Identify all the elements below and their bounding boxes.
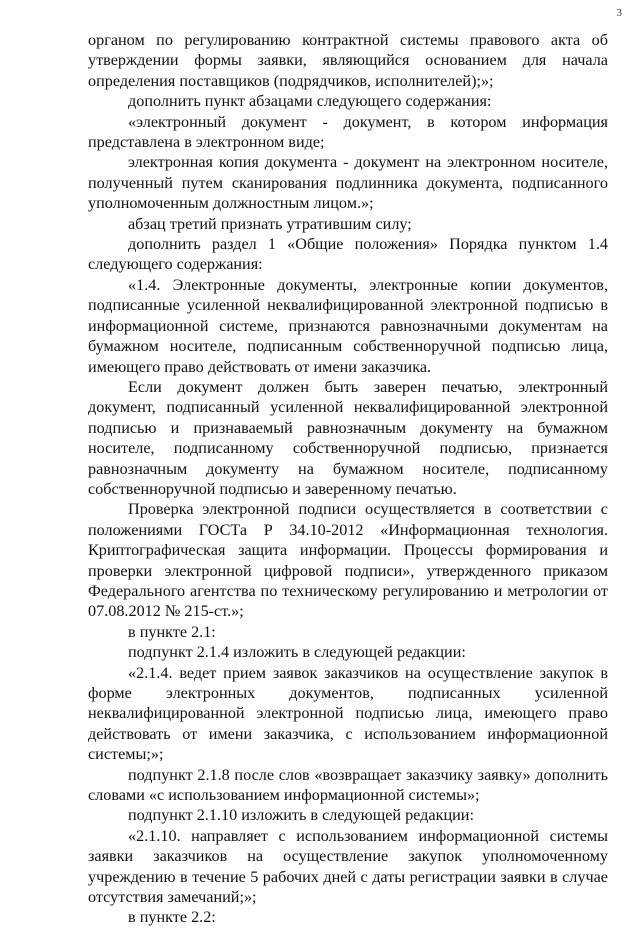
paragraph: подпункт 2.1.8 после слов «возвращает заказчику заявку» дополнить словами «с использованием информационной системы»; [88, 765, 608, 805]
paragraph: «2.1.10. направляет с использованием информационной системы заявки заказчиков на осуществление закупок уполномоченному учреждению в течение 5 рабочих дней с даты регистрации заявки в случае отсутствия замечаний;»; [88, 826, 608, 907]
paragraph: «электронный документ - документ, в котором информация представлена в электронном виде; [88, 112, 608, 152]
paragraph: в пункте 2.1: [128, 622, 216, 641]
paragraph: «1.4. Электронные документы, электронные копии документов, подписанные усиленной неквалифицированной электронной подписью в информационной системе, признаются равнозначными документам на бумажном носителе, подписанным собственноручной подписью лица, имеющего право действовать от имени заказчика. [88, 275, 608, 376]
paragraph: органом по регулированию контрактной системы правового акта об утверждении формы заявки, являющийся основанием для начала определения поставщиков (подрядчиков, исполнителей);»; [88, 31, 608, 90]
paragraph: дополнить пункт абзацами следующего содержания: [128, 92, 492, 111]
paragraph: «2.1.4. ведет прием заявок заказчиков на осуществление закупок в форме электронных документов, подписанных усиленной неквалифицированной электронной подписью лица, имеющего право действовать от имени заказчика, с использованием информационной системы;»; [88, 663, 608, 764]
paragraph: абзац третий признать утратившим силу; [128, 214, 412, 233]
paragraph: подпункт 2.1.4 изложить в следующей редакции: [128, 643, 466, 662]
paragraph: подпункт 2.1.10 изложить в следующей редакции: [128, 806, 474, 825]
document-body [88, 30, 608, 928]
paragraph: Проверка электронной подписи осуществляется в соответствии с положениями ГОСТа Р 34.10-2012 «Информационная технология. Криптографическая защита информации. Процессы формирования и проверки электронной цифровой подписи», утвержденного приказом Федерального агентства по техническому регулированию и метрологии от 07.08.2012 № 215-ст.»; [88, 500, 608, 621]
page-number: 3 [616, 7, 622, 19]
paragraph: дополнить раздел 1 «Общие положения» Порядка пунктом 1.4 следующего содержания: [88, 235, 608, 274]
paragraph: в пункте 2.2: [128, 908, 216, 927]
paragraph: Если документ должен быть заверен печатью, электронный документ, подписанный усиленной неквалифицированной электронной подписью и признаваемый равнозначным документу на бумажном носителе, подписанному собственноручной подписью, признается равнозначным документу на бумажном носителе, подписанному собственноручной подписью и заверенному печатью. [88, 377, 608, 498]
paragraph: электронная копия документа - документ на электронном носителе, полученный путем сканирования подлинника документа, подписанного уполномоченным должностным лицом.»; [88, 153, 608, 213]
